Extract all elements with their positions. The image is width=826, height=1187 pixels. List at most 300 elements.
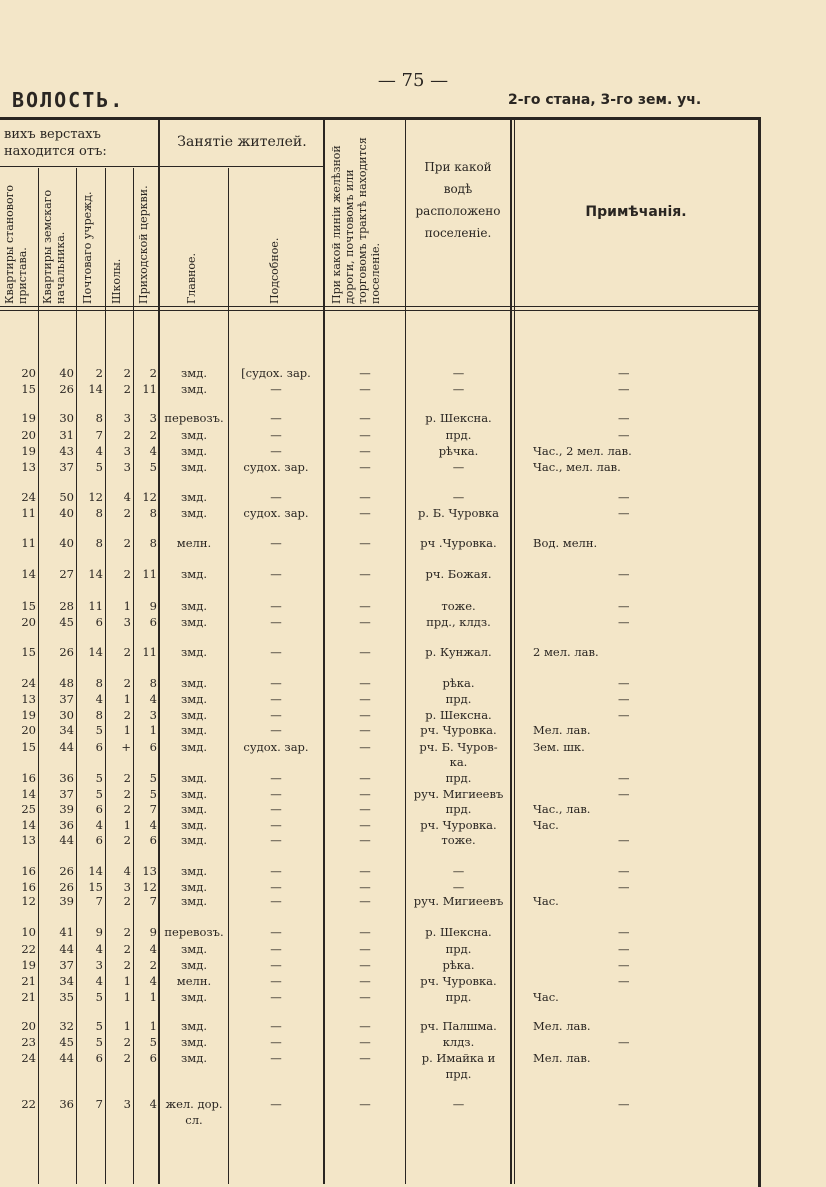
table-cell-note: — <box>618 1097 630 1111</box>
table-cell-d: 2 <box>123 894 131 908</box>
table-cell-c: 11 <box>88 599 103 613</box>
table-cell-water: рѣка. <box>442 676 475 690</box>
table-cell-main: змд. <box>181 1035 207 1049</box>
table-cell-water: прд. <box>445 942 472 956</box>
table-cell-b: 37 <box>59 787 74 801</box>
table-cell-note: — <box>618 676 630 690</box>
table-cell-rail: — <box>359 787 371 801</box>
header-stan: Квартиры становогo пристава. <box>3 185 29 304</box>
table-cell-a: 22 <box>21 942 36 956</box>
table-cell-b: 26 <box>59 864 74 878</box>
table-row <box>0 459 758 475</box>
table-row <box>0 644 758 660</box>
header-schools: Школы. <box>110 258 123 304</box>
table-cell-e: 5 <box>149 460 157 474</box>
table-cell-rail: — <box>359 802 371 816</box>
table-cell-d: 1 <box>123 692 131 706</box>
table-cell-a: 24 <box>21 490 36 504</box>
table-cell-rail: — <box>359 444 371 458</box>
table-cell-main: змд. <box>181 1051 207 1065</box>
table-cell-b: 44 <box>59 833 74 847</box>
table-cell-d: 2 <box>123 382 131 396</box>
table-cell-water: — <box>452 490 465 504</box>
table-cell-note: — <box>618 942 630 956</box>
table-cell-rail: — <box>359 864 371 878</box>
table-cell-water: прд. <box>445 692 472 706</box>
table-cell-c: 8 <box>95 411 103 425</box>
table-cell-water: р. Шексна. <box>425 708 492 722</box>
table-cell-note: — <box>618 382 630 396</box>
table-cell-sec: — <box>270 818 282 832</box>
table-cell-note: — <box>618 599 630 613</box>
table-row <box>0 817 758 833</box>
table-cell-c: 5 <box>95 771 103 785</box>
table-cell-d: 2 <box>123 428 131 442</box>
table-cell-b: 30 <box>59 411 74 425</box>
table-row <box>0 566 758 582</box>
table-cell-note: — <box>618 567 630 581</box>
table-cell-e: 12 <box>142 490 157 504</box>
table-cell-e: 4 <box>149 692 157 706</box>
table-cell-water: — <box>452 460 465 474</box>
table-cell-a: 20 <box>21 615 36 629</box>
header-post: Почтоваго учрежд. <box>81 191 94 304</box>
table-cell-b: 32 <box>59 1019 74 1033</box>
table-cell-c: 8 <box>95 676 103 690</box>
table-cell-water: руч. Мигиеевъ <box>413 787 504 801</box>
table-cell-a: 13 <box>21 692 36 706</box>
table-cell-note: — <box>618 428 630 442</box>
table-cell-water: прд. <box>445 771 472 785</box>
table-cell-sec: — <box>270 599 282 613</box>
table-cell-a: 19 <box>21 411 36 425</box>
table-row <box>0 365 758 381</box>
table-cell-note: — <box>618 833 630 847</box>
table-cell-note: Зем. шк. <box>533 740 585 754</box>
table-cell-a: 16 <box>21 771 36 785</box>
table-cell-b: 39 <box>59 802 74 816</box>
table-cell-water: клдз. <box>442 1035 475 1049</box>
table-cell-sec: [судох. зар. <box>241 366 311 380</box>
table-cell-main: змд. <box>181 708 207 722</box>
table-cell-water: р. Шексна. <box>425 925 492 939</box>
table-cell-d: 2 <box>123 1051 131 1065</box>
table-cell-d: 1 <box>123 1019 131 1033</box>
table-cell-d: 2 <box>123 1035 131 1049</box>
table-cell-water: — <box>452 1097 465 1111</box>
table-row <box>0 381 758 397</box>
table-cell-d: 2 <box>123 708 131 722</box>
table-cell-rail: — <box>359 599 371 613</box>
table-cell-note: Час. <box>533 894 559 908</box>
table-cell-e: 4 <box>149 818 157 832</box>
table-row <box>0 505 758 521</box>
table-cell-c: 15 <box>88 880 103 894</box>
table-cell-main: змд. <box>181 818 207 832</box>
table-cell-b: 43 <box>59 444 74 458</box>
header-bottom-rule <box>0 310 758 311</box>
table-cell-rail: — <box>359 880 371 894</box>
table-cell-a: 14 <box>21 818 36 832</box>
table-cell-d: 2 <box>123 802 131 816</box>
table-cell-b: 44 <box>59 942 74 956</box>
table-cell-b: 35 <box>59 990 74 1004</box>
table-cell-note: — <box>618 708 630 722</box>
table-cell-d: 2 <box>123 676 131 690</box>
table-cell-c: 6 <box>95 740 103 754</box>
table-cell-e: 5 <box>149 787 157 801</box>
table-cell-rail: — <box>359 833 371 847</box>
table-cell-e: 8 <box>149 676 157 690</box>
table-cell-b: 44 <box>59 1051 74 1065</box>
table-row <box>0 924 758 940</box>
table-cell-sec: судох. зар. <box>243 740 309 754</box>
table-cell-a: 21 <box>21 974 36 988</box>
table-cell-rail: — <box>359 958 371 972</box>
table-cell-water: р. Б. Чуровка <box>418 506 499 520</box>
table-cell-main: змд. <box>181 723 207 737</box>
table-cell-d: 2 <box>123 645 131 659</box>
table-cell-main: змд. <box>181 1019 207 1033</box>
table-row <box>0 691 758 707</box>
table-cell-rail: — <box>359 894 371 908</box>
table-cell-b: 26 <box>59 645 74 659</box>
table-cell-c: 12 <box>88 490 103 504</box>
table-cell-a: 15 <box>21 382 36 396</box>
table-cell-b: 26 <box>59 382 74 396</box>
table-cell-a: 20 <box>21 723 36 737</box>
header-distance-group: вихъ верстахъ находится отъ: <box>4 127 107 159</box>
table-cell-water: рч. Божая. <box>425 567 492 581</box>
table-cell-d: 2 <box>123 925 131 939</box>
table-cell-e: 5 <box>149 1035 157 1049</box>
table-cell-e: 2 <box>149 366 157 380</box>
table-cell-b: 40 <box>59 506 74 520</box>
table-cell-a: 14 <box>21 567 36 581</box>
table-row <box>0 754 758 770</box>
table-cell-e: 12 <box>142 880 157 894</box>
table-cell-main: мелн. <box>176 536 212 550</box>
table-cell-d: 2 <box>123 567 131 581</box>
table-cell-c: 14 <box>88 864 103 878</box>
table-cell-water: рч. Чуровка. <box>420 723 497 737</box>
table-cell-rail: — <box>359 411 371 425</box>
table-cell-e: 7 <box>149 802 157 816</box>
table-cell-b: 50 <box>59 490 74 504</box>
table-cell-b: 26 <box>59 880 74 894</box>
table-cell-e: 8 <box>149 506 157 520</box>
table-cell-d: 3 <box>123 1097 131 1111</box>
table-cell-sec: — <box>270 925 282 939</box>
table-cell-b: 40 <box>59 536 74 550</box>
table-cell-sec: — <box>270 894 282 908</box>
table-cell-main: змд. <box>181 990 207 1004</box>
table-row <box>0 770 758 786</box>
table-cell-d: 2 <box>123 771 131 785</box>
table-cell-e: 9 <box>149 925 157 939</box>
table-row <box>0 1112 758 1128</box>
table-cell-note: Час., лав. <box>533 802 591 816</box>
table-cell-e: 7 <box>149 894 157 908</box>
table-cell-water: тоже. <box>441 833 476 847</box>
table-cell-sec: судох. зар. <box>243 506 309 520</box>
table-cell-c: 5 <box>95 1019 103 1033</box>
table-cell-c: 7 <box>95 1097 103 1111</box>
table-cell-d: 4 <box>123 864 131 878</box>
table-cell-b: 27 <box>59 567 74 581</box>
table-row <box>0 1096 758 1112</box>
table-row <box>0 941 758 957</box>
table-cell-a: 20 <box>21 1019 36 1033</box>
table-cell-b: 28 <box>59 599 74 613</box>
table-cell-sec: — <box>270 382 282 396</box>
table-cell-d: 4 <box>123 490 131 504</box>
table-cell-sec: — <box>270 1035 282 1049</box>
table-cell-c: 2 <box>95 366 103 380</box>
table-cell-sec: — <box>270 880 282 894</box>
table-cell-e: 1 <box>149 1019 157 1033</box>
table-cell-rail: — <box>359 723 371 737</box>
table-cell-c: 4 <box>95 444 103 458</box>
table-cell-rail: — <box>359 366 371 380</box>
table-cell-c: 3 <box>95 958 103 972</box>
header-secondary: Подсобное. <box>268 237 281 304</box>
table-cell-note: Час., мел. лав. <box>533 460 621 474</box>
table-cell-sec: — <box>270 1097 282 1111</box>
table-cell-d: 2 <box>123 536 131 550</box>
table-cell-main: перевозъ. <box>164 411 224 425</box>
table-cell-note: Вод. мелн. <box>533 536 598 550</box>
table-cell-main: змд. <box>181 490 207 504</box>
table-cell-e: 5 <box>149 771 157 785</box>
table-cell-a: 20 <box>21 428 36 442</box>
table-cell-main: змд. <box>181 460 207 474</box>
table-cell-sec: — <box>270 444 282 458</box>
table-cell-a: 15 <box>21 740 36 754</box>
table-row <box>0 443 758 459</box>
table-cell-note: — <box>618 958 630 972</box>
table-cell-sec: — <box>270 974 282 988</box>
table-cell-note: — <box>618 864 630 878</box>
table-cell-d: 1 <box>123 990 131 1004</box>
table-cell-water: прд., клдз. <box>426 615 491 629</box>
table-cell-water: тоже. <box>441 599 476 613</box>
table-cell-note: — <box>618 787 630 801</box>
header-notes: Примѣчанія. <box>585 204 687 220</box>
table-cell-d: 3 <box>123 444 131 458</box>
table-cell-main: змд. <box>181 942 207 956</box>
table-cell-note: Час., 2 мел. лав. <box>533 444 632 458</box>
table-cell-sec: — <box>270 942 282 956</box>
table-cell-main: змд. <box>181 833 207 847</box>
header-church: Приходской церкви. <box>137 185 150 304</box>
table-row <box>0 989 758 1005</box>
table-cell-sec: — <box>270 1051 282 1065</box>
table-row <box>0 1066 758 1082</box>
table-cell-b: 37 <box>59 958 74 972</box>
table-cell-c: 5 <box>95 787 103 801</box>
table-cell-sec: — <box>270 787 282 801</box>
page-number: — 75 — <box>377 70 449 91</box>
table-cell-c: 6 <box>95 615 103 629</box>
table-cell-c: 8 <box>95 536 103 550</box>
table-row <box>0 863 758 879</box>
table-cell-e: 11 <box>142 567 157 581</box>
table-cell-note: — <box>618 615 630 629</box>
table-cell-sec: — <box>270 1019 282 1033</box>
table-cell-sec: — <box>270 990 282 1004</box>
table-cell-water: — <box>452 864 465 878</box>
table-cell-a: 15 <box>21 599 36 613</box>
table-cell-main: змд. <box>181 506 207 520</box>
table-cell-sec: — <box>270 567 282 581</box>
table-cell-sec: — <box>270 802 282 816</box>
table-cell-main: змд. <box>181 444 207 458</box>
header-bottom-rule <box>0 306 758 307</box>
table-cell-b: 30 <box>59 708 74 722</box>
table-row <box>0 675 758 691</box>
table-cell-main: змд. <box>181 366 207 380</box>
table-cell-e: 6 <box>149 615 157 629</box>
table-row <box>0 1050 758 1066</box>
table-row <box>0 786 758 802</box>
table-cell-d: 1 <box>123 974 131 988</box>
table-cell-main: змд. <box>181 894 207 908</box>
table-cell-water: прд. <box>445 990 472 1004</box>
table-cell-rail: — <box>359 676 371 690</box>
table-cell-e: 1 <box>149 723 157 737</box>
table-cell-main: жел. дор. <box>165 1097 223 1111</box>
table-cell-c: 5 <box>95 723 103 737</box>
table-cell-c: 14 <box>88 382 103 396</box>
header-underline <box>158 166 323 167</box>
table-cell-a: 16 <box>21 880 36 894</box>
table-cell-e: 1 <box>149 990 157 1004</box>
table-cell-main: змд. <box>181 382 207 396</box>
table-cell-water: — <box>452 366 465 380</box>
table-cell-a: 19 <box>21 444 36 458</box>
table-cell-water: р. Имайка и <box>421 1051 496 1065</box>
table-cell-sec: — <box>270 615 282 629</box>
table-row <box>0 739 758 755</box>
table-cell-b: 36 <box>59 771 74 785</box>
table-cell-d: 2 <box>123 833 131 847</box>
table-cell-main: перевозъ. <box>164 925 224 939</box>
table-cell-d: + <box>121 740 131 754</box>
table-cell-note: — <box>618 366 630 380</box>
table-cell-main: змд. <box>181 645 207 659</box>
table-cell-rail: — <box>359 460 371 474</box>
header-zemsky: Квартиры земскаго начальника. <box>41 189 67 304</box>
table-cell-rail: — <box>359 942 371 956</box>
table-cell-main: змд. <box>181 692 207 706</box>
table-cell-a: 11 <box>21 506 36 520</box>
table-cell-b: 37 <box>59 460 74 474</box>
table-cell-sec: — <box>270 490 282 504</box>
table-cell-b: 34 <box>59 974 74 988</box>
table-cell-sec: — <box>270 958 282 972</box>
table-cell-c: 4 <box>95 942 103 956</box>
table-cell-rail: — <box>359 1019 371 1033</box>
table-cell-note: — <box>618 506 630 520</box>
table-cell-c: 4 <box>95 974 103 988</box>
table-row <box>0 957 758 973</box>
table-cell-note: — <box>618 490 630 504</box>
table-cell-c: 9 <box>95 925 103 939</box>
table-cell-b: 31 <box>59 428 74 442</box>
table-cell-rail: — <box>359 1035 371 1049</box>
table-cell-water: рч. Чуровка. <box>420 974 497 988</box>
table-cell-e: 2 <box>149 428 157 442</box>
table-row <box>0 535 758 551</box>
table-cell-b: 34 <box>59 723 74 737</box>
table-cell-rail: — <box>359 506 371 520</box>
table-cell-e: 4 <box>149 1097 157 1111</box>
table-cell-note: — <box>618 880 630 894</box>
table-cell-c: 5 <box>95 460 103 474</box>
table-cell-water: рч. Б. Чуров- <box>419 740 498 754</box>
table-cell-water: рч. Палшма. <box>420 1019 497 1033</box>
table-cell-d: 2 <box>123 366 131 380</box>
table-cell-note: — <box>618 925 630 939</box>
table-cell-water: — <box>452 382 465 396</box>
table-cell-d: 3 <box>123 615 131 629</box>
table-cell-note: — <box>618 1035 630 1049</box>
table-cell-a: 11 <box>21 536 36 550</box>
table-cell-note: — <box>618 771 630 785</box>
table-cell-c: 14 <box>88 567 103 581</box>
table-cell-main: змд. <box>181 428 207 442</box>
table-cell-sec: — <box>270 771 282 785</box>
table-cell-b: 36 <box>59 818 74 832</box>
table-cell-c: 14 <box>88 645 103 659</box>
table-cell-a: 13 <box>21 833 36 847</box>
table-cell-rail: — <box>359 428 371 442</box>
table-row <box>0 427 758 443</box>
table-cell-note: Час. <box>533 818 559 832</box>
table-cell-c: 7 <box>95 894 103 908</box>
table-cell-e: 2 <box>149 958 157 972</box>
table-cell-b: 45 <box>59 1035 74 1049</box>
volost-title: ВОЛОСТЬ. <box>12 88 125 112</box>
table-cell-a: 22 <box>21 1097 36 1111</box>
table-cell-rail: — <box>359 615 371 629</box>
table-cell-sec: — <box>270 411 282 425</box>
table-cell-b: 37 <box>59 692 74 706</box>
table-cell-rail: — <box>359 990 371 1004</box>
table-cell-rail: — <box>359 974 371 988</box>
header-water: При какой водѣ расположено поселеніе. <box>415 160 501 240</box>
table-cell-b: 41 <box>59 925 74 939</box>
header-railway: При какой линіи желѣзной дороги, почтовомъ или торговомъ трактѣ находится поселеніе. <box>330 137 382 304</box>
table-cell-rail: — <box>359 567 371 581</box>
table-cell-main: змд. <box>181 864 207 878</box>
table-row <box>0 614 758 630</box>
table-cell-sec: — <box>270 536 282 550</box>
table-cell-c: 8 <box>95 708 103 722</box>
table-cell-rail: — <box>359 1097 371 1111</box>
table-cell-water: ка. <box>449 755 468 769</box>
table-cell-rail: — <box>359 771 371 785</box>
table-cell-note: 2 мел. лав. <box>533 645 599 659</box>
table-cell-main: змд. <box>181 771 207 785</box>
table-cell-a: 14 <box>21 787 36 801</box>
header-main: Главное. <box>185 253 198 304</box>
table-row <box>0 410 758 426</box>
table-cell-main: змд. <box>181 567 207 581</box>
table-cell-a: 16 <box>21 864 36 878</box>
table-row <box>0 489 758 505</box>
